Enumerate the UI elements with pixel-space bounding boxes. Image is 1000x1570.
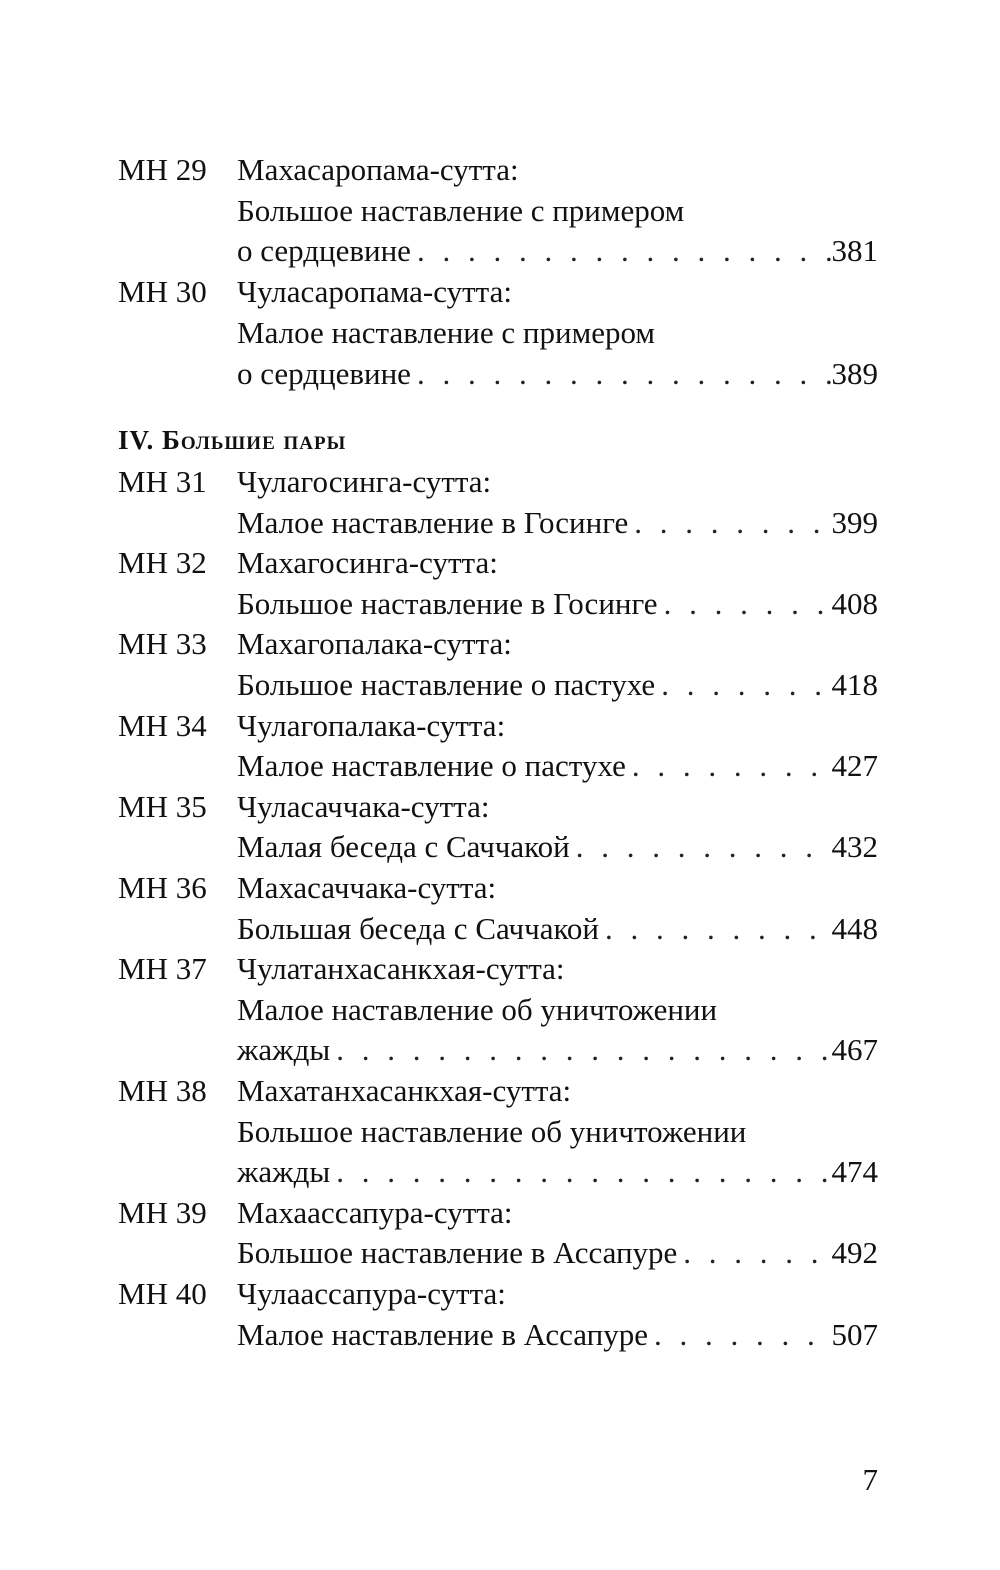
sutta-title: Чуласаччака-сутта: — [237, 788, 490, 824]
sutta-subtitle: Большое наставление о пастухе — [237, 667, 656, 702]
toc-entry-first-line — [118, 1193, 878, 1233]
sutta-subtitle: Малое наставление в Ассапуре — [237, 1316, 648, 1352]
sutta-code: МН 38 — [118, 1073, 207, 1108]
toc-entry-last-line — [118, 584, 878, 624]
sutta-subtitle: Малая беседа с Саччакой — [237, 829, 570, 865]
sutta-code: МН 33 — [118, 626, 207, 662]
toc-entry-first-line — [118, 787, 878, 827]
page-ref: 381 — [831, 233, 878, 269]
sutta-title: Чуласаропама-сутта: — [237, 274, 512, 310]
dot-leader-row — [237, 1315, 878, 1355]
toc-entry-first-line — [118, 706, 878, 746]
toc-entry-last-line — [118, 354, 878, 394]
sutta-code: МН 35 — [118, 788, 207, 824]
toc-entry-first-line — [118, 1071, 878, 1111]
sutta-code: МН 30 — [118, 274, 207, 310]
page-ref: 418 — [831, 667, 878, 702]
dot-leader — [626, 746, 832, 786]
dot-leader-row — [237, 1233, 878, 1273]
toc-entry-first-line — [118, 624, 878, 664]
toc-entry-last-line — [118, 231, 878, 271]
sutta-subtitle: Большое наставление в Госинге — [237, 585, 658, 621]
toc-entry-first-line — [118, 543, 878, 583]
sutta-title: Чулагосинга-сутта: — [237, 464, 492, 499]
page-ref: 432 — [831, 829, 878, 865]
sutta-subtitle-line — [118, 990, 878, 1030]
dot-leader-row — [237, 746, 878, 786]
sutta-code: МН 40 — [118, 1276, 207, 1311]
page-ref: 474 — [831, 1154, 878, 1190]
toc-entry-last-line — [118, 827, 878, 867]
dot-leader-row — [237, 1030, 878, 1070]
sutta-subtitle: Большая беседа с Саччакой — [237, 910, 600, 946]
dot-leader — [330, 1152, 831, 1192]
toc-entry-first-line — [118, 272, 878, 312]
page-ref: 389 — [831, 355, 878, 391]
toc-entry-last-line — [118, 746, 878, 786]
sutta-title: Чулаассапура-сутта: — [237, 1276, 506, 1311]
dot-leader — [677, 1233, 831, 1273]
sutta-subtitle: жажды — [237, 1032, 331, 1068]
page-number: 7 — [862, 1462, 878, 1497]
sutta-subtitle-line — [118, 1112, 878, 1152]
dot-leader — [658, 584, 832, 624]
sutta-code: МН 32 — [118, 545, 207, 581]
toc-entry-first-line — [118, 868, 878, 908]
sutta-title: Чулагопалака-сутта: — [237, 707, 506, 743]
sutta-subtitle: о сердцевине — [237, 233, 411, 269]
toc-entry-last-line — [118, 1030, 878, 1070]
sutta-subtitle: Большое наставление в Ассапуре — [237, 1235, 678, 1271]
page-ref: 448 — [831, 910, 878, 946]
sutta-subtitle-line — [118, 313, 878, 353]
sutta-subtitle-line — [118, 191, 878, 231]
dot-leader-row — [237, 584, 878, 624]
sutta-subtitle: Большое наставление с примером — [237, 192, 685, 228]
dot-leader-row — [237, 231, 878, 271]
page-ref: 467 — [831, 1032, 878, 1068]
dot-leader — [411, 231, 832, 271]
page-ref: 408 — [831, 585, 878, 621]
dot-leader — [655, 665, 831, 705]
toc-entry-last-line — [118, 665, 878, 705]
sutta-subtitle: жажды — [237, 1154, 331, 1190]
sutta-subtitle: Малое наставление об уничтожении — [237, 991, 718, 1027]
page-ref: 507 — [831, 1316, 878, 1352]
dot-leader — [628, 503, 831, 543]
dot-leader — [330, 1030, 831, 1070]
sutta-title: Махасаропама-сутта: — [237, 152, 519, 187]
page-ref: 427 — [831, 748, 878, 784]
sutta-subtitle: Малое наставление о пастухе — [237, 748, 626, 784]
sutta-code: МН 31 — [118, 464, 207, 499]
sutta-code: МН 36 — [118, 870, 207, 905]
sutta-code: МН 34 — [118, 707, 207, 743]
dot-leader — [570, 827, 832, 867]
sutta-subtitle: Большое наставление об уничтожении — [237, 1113, 747, 1149]
toc-entry-first-line — [118, 949, 878, 989]
dot-leader-row — [237, 665, 878, 705]
sutta-title: Махагопалака-сутта: — [237, 626, 512, 662]
page-ref: 399 — [831, 504, 878, 540]
toc-entry-last-line — [118, 909, 878, 949]
dot-leader — [648, 1315, 832, 1355]
toc-entry-last-line — [118, 503, 878, 543]
dot-leader-row — [237, 503, 878, 543]
sutta-title: Махаассапура-сутта: — [237, 1194, 513, 1230]
toc-entry-first-line — [118, 150, 878, 190]
section-heading: IV. Большие пары — [118, 425, 347, 455]
dot-leader-row — [237, 1152, 878, 1192]
dot-leader-row — [237, 827, 878, 867]
sutta-code: МН 29 — [118, 152, 207, 187]
sutta-subtitle: о сердцевине — [237, 355, 411, 391]
sutta-code: МН 39 — [118, 1194, 207, 1230]
dot-leader-row — [237, 354, 878, 394]
toc-entry-last-line — [118, 1315, 878, 1355]
sutta-title: Махагосинга-сутта: — [237, 545, 498, 581]
sutta-title: Чулатанхасанкхая-сутта: — [237, 951, 565, 987]
toc-entry-first-line — [118, 462, 878, 502]
toc-entry-last-line — [118, 1152, 878, 1192]
dot-leader — [411, 354, 832, 394]
sutta-title: Махатанхасанкхая-сутта: — [237, 1073, 572, 1108]
sutta-code: МН 37 — [118, 951, 207, 987]
sutta-subtitle: Малое наставление в Госинге — [237, 504, 629, 540]
sutta-title: Махасаччака-сутта: — [237, 870, 497, 905]
page-ref: 492 — [831, 1235, 878, 1271]
dot-leader — [599, 909, 831, 949]
toc-entry-last-line — [118, 1233, 878, 1273]
sutta-subtitle: Малое наставление с примером — [237, 314, 655, 350]
dot-leader-row — [237, 909, 878, 949]
toc-entry-first-line — [118, 1274, 878, 1314]
